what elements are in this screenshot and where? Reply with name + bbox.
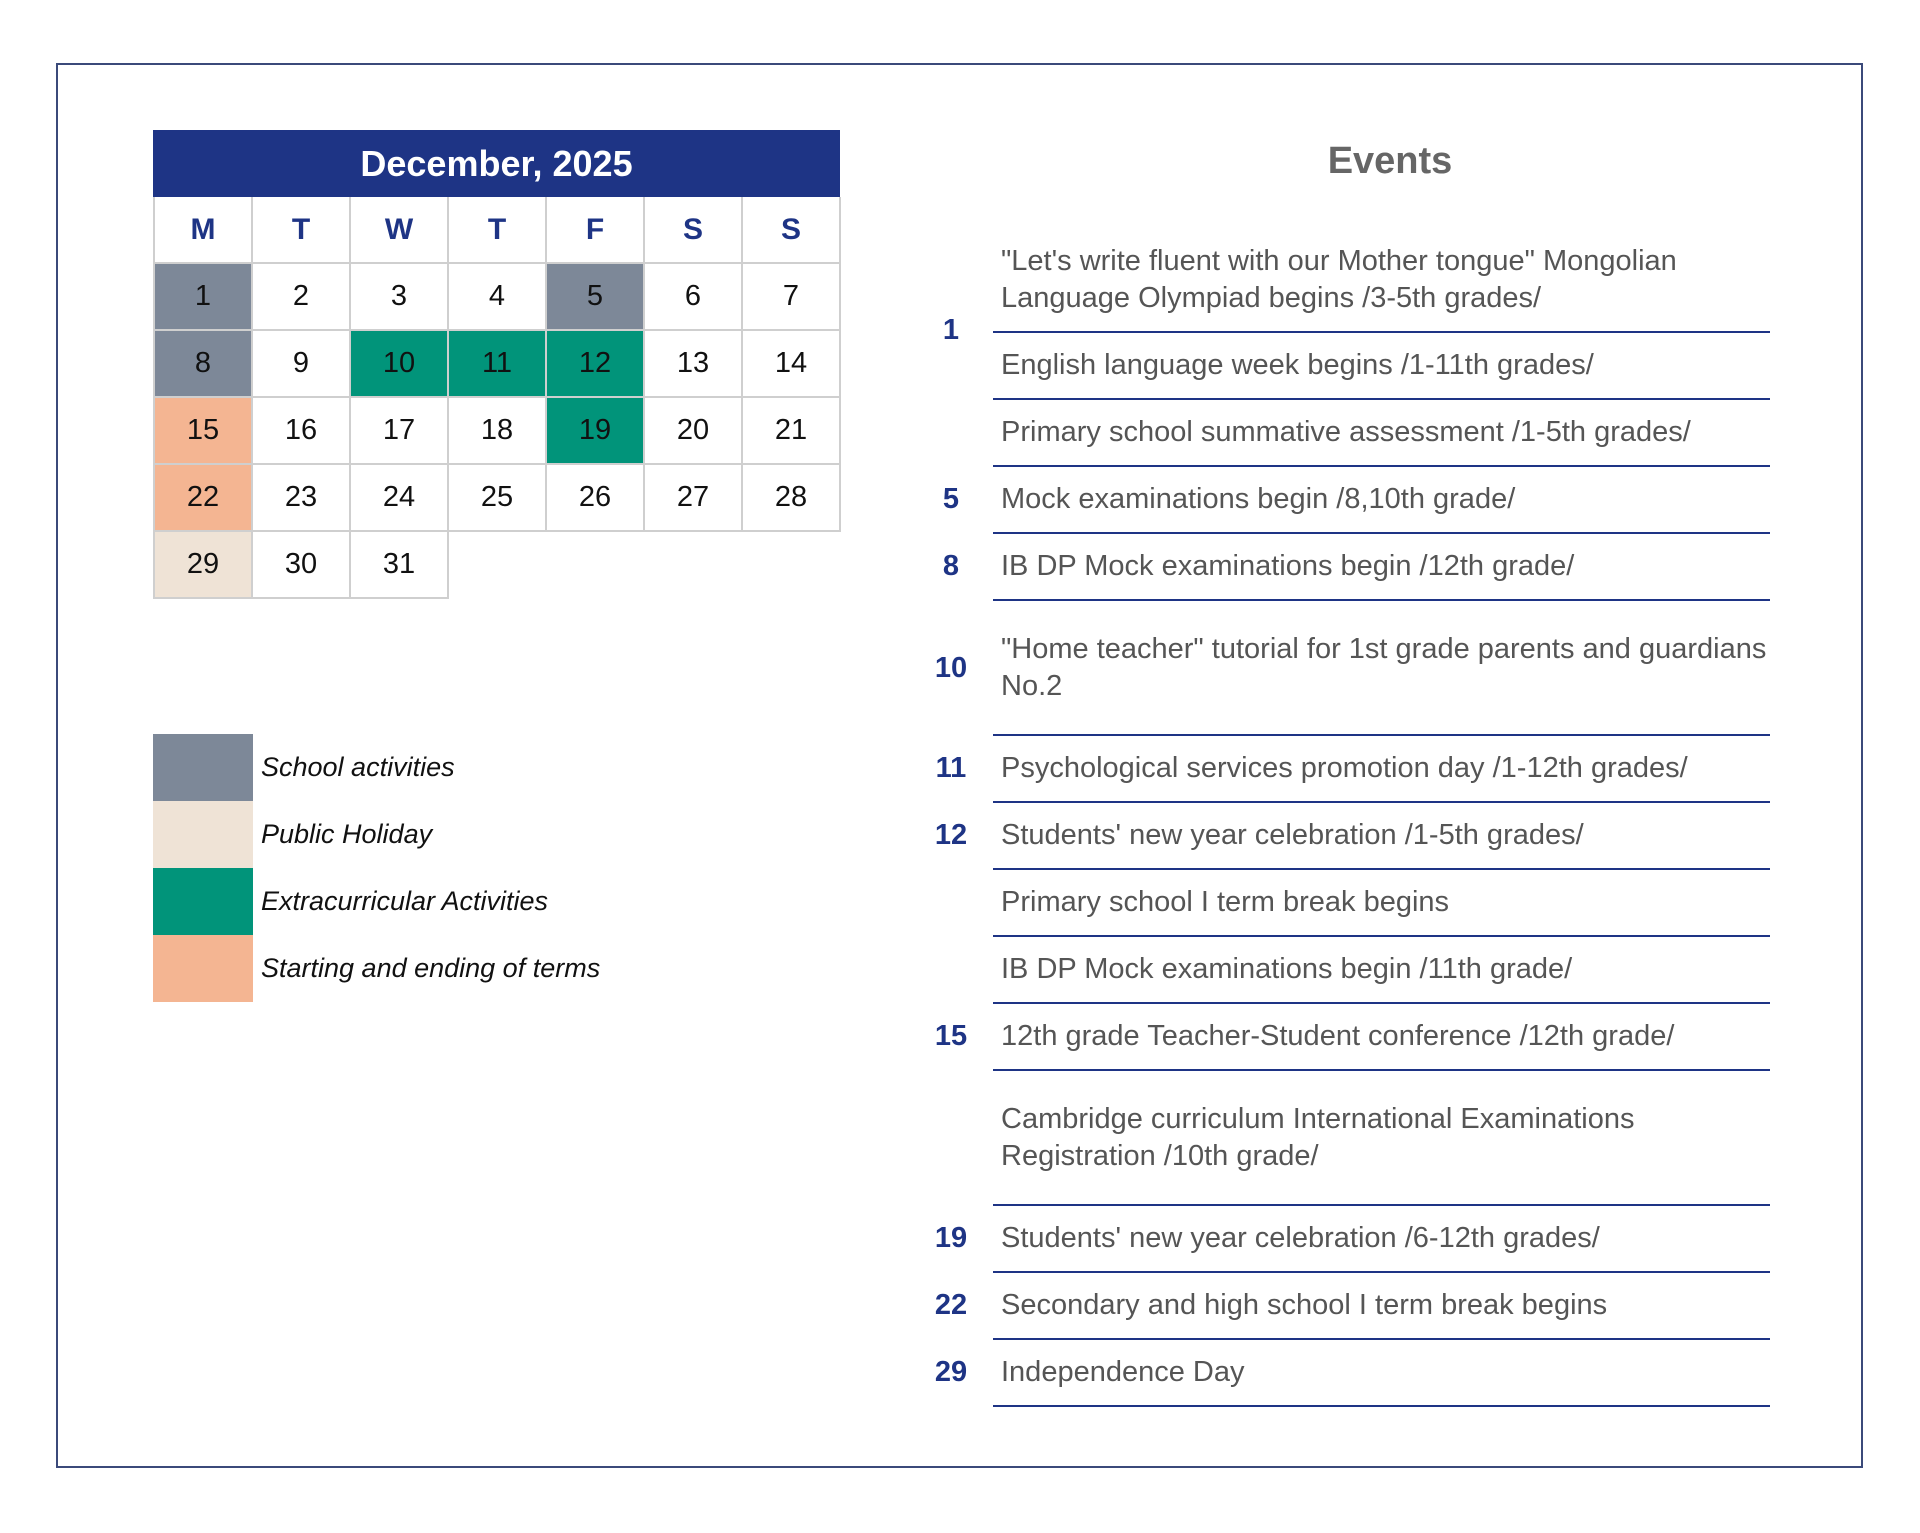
calendar-day: 30 [253, 532, 351, 599]
weekday-header: F [547, 197, 645, 264]
event-text: "Home teacher" tutorial for 1st grade parents and guardians No.2 [1001, 632, 1767, 702]
event-row [993, 400, 1770, 467]
legend [153, 734, 600, 1002]
event-row [993, 534, 1770, 601]
calendar-day: 18 [449, 398, 547, 465]
weekday-header: M [155, 197, 253, 264]
event-row [993, 803, 1770, 870]
calendar-day: 2 [253, 264, 351, 331]
event-row [993, 1273, 1770, 1340]
calendar-empty-cell [743, 532, 841, 599]
event-day-number: 5 [942, 483, 960, 515]
calendar-empty-cell [449, 532, 547, 599]
weekday-header: T [253, 197, 351, 264]
calendar-day: 25 [449, 465, 547, 532]
event-day-number: 19 [934, 1222, 968, 1254]
calendar-day: 23 [253, 465, 351, 532]
event-day-number: 10 [934, 652, 968, 684]
calendar-day: 19 [547, 398, 645, 465]
event-day-number: 29 [934, 1356, 968, 1388]
event-row [993, 870, 1770, 937]
calendar-day: 7 [743, 264, 841, 331]
calendar-day: 16 [253, 398, 351, 465]
calendar-title: December, 2025 [153, 130, 840, 197]
legend-swatch [153, 868, 253, 935]
calendar-day: 28 [743, 465, 841, 532]
legend-label: Extracurricular Activities [261, 886, 549, 916]
legend-label: Public Holiday [261, 819, 433, 849]
calendar-day: 11 [449, 331, 547, 398]
event-row [993, 1206, 1770, 1273]
event-row [993, 1071, 1770, 1206]
calendar-day: 5 [547, 264, 645, 331]
calendar-day: 15 [155, 398, 253, 465]
calendar-day: 24 [351, 465, 449, 532]
calendar-day: 21 [743, 398, 841, 465]
calendar-day: 4 [449, 264, 547, 331]
event-day-number: 15 [934, 1020, 968, 1052]
legend-item [153, 935, 600, 1002]
calendar-empty-cell [645, 532, 743, 599]
event-day-number: 12 [934, 819, 968, 851]
calendar-day: 12 [547, 331, 645, 398]
calendar-day: 10 [351, 331, 449, 398]
event-row [993, 228, 1770, 333]
event-text: Primary school I term break begins [1001, 886, 1450, 918]
weekday-header: T [449, 197, 547, 264]
calendar-day: 27 [645, 465, 743, 532]
event-row [993, 333, 1770, 400]
event-text: English language week begins /1-11th grades/ [1001, 349, 1594, 381]
legend-label: Starting and ending of terms [261, 953, 601, 983]
legend-item [153, 734, 600, 801]
calendar-day: 31 [351, 532, 449, 599]
event-text: 12th grade Teacher-Student conference /12th grade/ [1001, 1020, 1675, 1052]
calendar-day: 26 [547, 465, 645, 532]
event-text: IB DP Mock examinations begin /11th grade/ [1001, 953, 1573, 985]
legend-swatch [153, 734, 253, 801]
calendar-day: 1 [155, 264, 253, 331]
calendar-day: 17 [351, 398, 449, 465]
calendar-day: 8 [155, 331, 253, 398]
event-text: Independence Day [1001, 1356, 1245, 1388]
event-text: Students' new year celebration /1-5th grades/ [1001, 819, 1584, 851]
calendar-day: 29 [155, 532, 253, 599]
event-day-number: 11 [935, 752, 967, 784]
event-day-number: 22 [934, 1289, 968, 1321]
calendar-day: 3 [351, 264, 449, 331]
weekday-header: S [743, 197, 841, 264]
event-text: Mock examinations begin /8,10th grade/ [1001, 483, 1516, 515]
event-day-number: 1 [942, 314, 960, 346]
event-row [993, 1004, 1770, 1071]
event-text: Secondary and high school I term break begins [1001, 1289, 1608, 1321]
legend-item [153, 801, 600, 868]
weekday-header: W [351, 197, 449, 264]
event-text: Primary school summative assessment /1-5th grades/ [1001, 416, 1691, 448]
calendar-day: 6 [645, 264, 743, 331]
event-row [993, 1340, 1770, 1407]
calendar-grid [153, 197, 841, 599]
calendar-day: 9 [253, 331, 351, 398]
event-text: IB DP Mock examinations begin /12th grade/ [1001, 550, 1575, 582]
legend-swatch [153, 935, 253, 1002]
event-text: Students' new year celebration /6-12th grades/ [1001, 1222, 1600, 1254]
event-row [993, 937, 1770, 1004]
month-calendar [153, 130, 840, 599]
legend-swatch [153, 801, 253, 868]
event-row [993, 467, 1770, 534]
calendar-empty-cell [547, 532, 645, 599]
event-text: Psychological services promotion day /1-12th grades/ [1001, 752, 1688, 784]
legend-item [153, 868, 600, 935]
event-text: Cambridge curriculum International Examinations Registration /10th grade/ [1001, 1102, 1635, 1172]
event-day-number: 8 [942, 550, 960, 582]
calendar-day: 22 [155, 465, 253, 532]
calendar-day: 20 [645, 398, 743, 465]
event-row [993, 736, 1770, 803]
weekday-header: S [645, 197, 743, 264]
legend-label: School activities [261, 752, 455, 782]
calendar-day: 13 [645, 331, 743, 398]
event-row [993, 601, 1770, 736]
calendar-day: 14 [743, 331, 841, 398]
events-title: Events [1327, 140, 1453, 182]
event-text: "Let's write fluent with our Mother tongue" Mongolian Language Olympiad begins /3-5th grades/ [1001, 244, 1677, 314]
